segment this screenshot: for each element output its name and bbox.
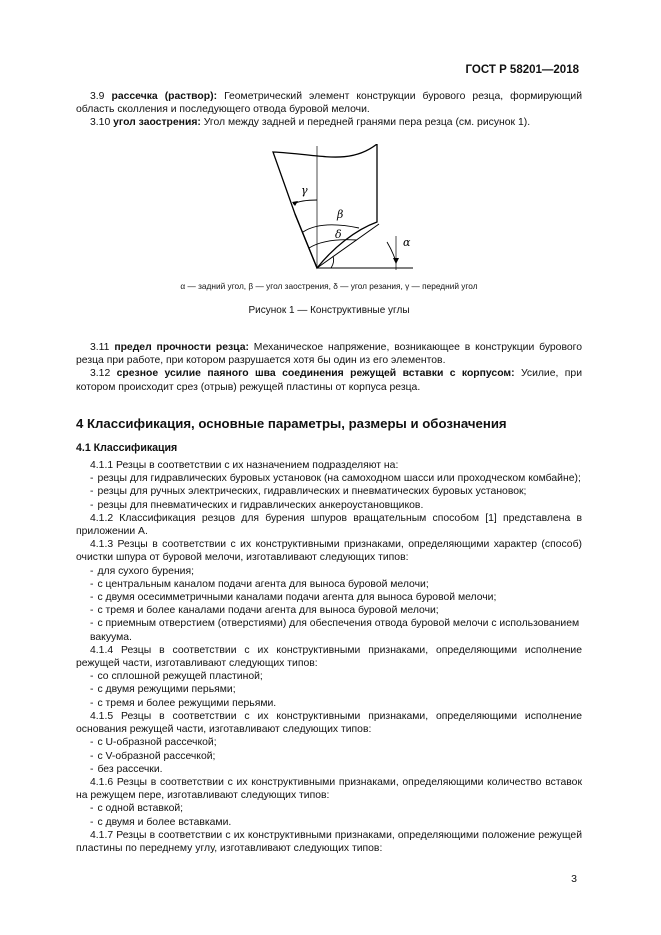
term-number: 3.9 <box>90 91 105 102</box>
list-item-text: резцы для ручных электрических, гидравлических и пневматических буровых установок; <box>97 486 527 498</box>
term-number: 3.11 <box>90 342 110 354</box>
list-item <box>76 683 582 696</box>
list-dash: - <box>90 671 94 683</box>
list-dash: - <box>90 750 94 762</box>
list-item-text: с тремя и более каналами подачи агента для выноса буровой мелочи; <box>97 605 439 617</box>
gamma-arrow <box>292 201 298 206</box>
term-definition <box>76 341 582 367</box>
list-dash: - <box>90 473 94 485</box>
list-item <box>76 750 582 763</box>
list-dash: - <box>90 684 94 696</box>
list-item <box>76 604 582 617</box>
label-beta: β <box>337 207 344 221</box>
term-name: рассечка (раствор): <box>111 91 218 102</box>
front-face-line <box>295 214 317 268</box>
list-item-text: со сплошной режущей пластиной; <box>97 671 263 683</box>
paragraph: 4.1.1 Резцы в соответствии с их назначением подразделяют на: <box>90 460 399 472</box>
list-item <box>76 499 582 512</box>
list-item-text: без рассечки. <box>97 763 163 775</box>
list-item <box>76 565 582 578</box>
list-item <box>76 617 582 643</box>
list-item-text: с V-образной рассечкой; <box>97 750 216 762</box>
term-text: Геометрический элемент конструкции бурового резца, формирующий область сколления и последующего отвода буровой мелочи. <box>76 91 583 116</box>
term-definition <box>76 367 582 393</box>
list-dash: - <box>90 499 94 511</box>
list-item <box>76 578 582 591</box>
paragraph: 4.1.4 Резцы в соответствии с их конструктивными признаками, определяющими исполнение режущей части, изготавливают следующих типов: <box>76 644 582 670</box>
paragraph: 4.1.3 Резцы в соответствии с их конструктивными признаками, определяющими характер (способ) очистки шпура от буровой мелочи, изготавливают следующих типов: <box>76 539 582 564</box>
document-header: ГОСТ Р 58201—2018 <box>465 64 579 76</box>
list-item-text: с тремя и более режущими перьями. <box>97 697 277 709</box>
paragraph: 4.1.2 Классификация резцов для бурения шпуров вращательным способом [1] представлена в приложении А. <box>76 512 582 538</box>
classification-text <box>76 459 582 855</box>
list-dash: - <box>90 737 94 749</box>
paragraph: 4.1.5 Резцы в соответствии с их конструктивными признаками, определяющими исполнение основания режущей части, изготавливают следующих типов: <box>76 710 582 736</box>
list-item <box>76 485 582 498</box>
list-dash: - <box>90 605 94 617</box>
term-definition <box>76 90 582 116</box>
list-item-text: с одной вставкой; <box>97 803 184 815</box>
list-dash: - <box>90 816 94 828</box>
figure-legend: α — задний угол, β — угол заострения, δ — угол резания, γ — передний угол <box>180 280 478 291</box>
term-text: Механическое напряжение, возникающее в конструкции бурового резца при работе, при котором разрушается хотя бы один из его элементов. <box>76 342 582 367</box>
paragraph: 4.1.7 Резцы в соответствии с их конструктивными признаками, определяющими положение режущей пластины по переднему углу, изготавливают следующих типов: <box>76 829 582 854</box>
term-number: 3.10 <box>90 117 111 129</box>
list-item-text: с приемным отверстием (отверстиями) для обеспечения отвода буровой мелочи с использованием вакуума. <box>90 618 580 643</box>
list-dash: - <box>90 486 94 498</box>
list-item <box>76 736 582 749</box>
label-alpha: α <box>403 235 411 249</box>
list-item-text: резцы для пневматических и гидравлических анкероустановщиков. <box>97 499 424 511</box>
list-dash: - <box>90 697 94 709</box>
term-name: предел прочности резца: <box>114 342 249 354</box>
list-dash: - <box>90 578 94 590</box>
list-item <box>76 802 582 815</box>
page-number: 3 <box>571 873 577 885</box>
list-dash: - <box>90 618 94 630</box>
cutter-angles-drawing <box>209 144 449 276</box>
figure-caption: Рисунок 1 — Конструктивные углы <box>248 304 410 316</box>
alpha-arrow <box>393 258 399 264</box>
list-dash: - <box>90 592 94 604</box>
list-item-text: резцы для гидравлических буровых установок (на самоходном шасси или проходческом комбайне); <box>97 473 581 485</box>
term-definition <box>76 116 582 129</box>
section-title: 4 Классификация, основные параметры, размеры и обозначения <box>76 415 507 431</box>
list-dash: - <box>90 803 94 815</box>
list-item-text: с центральным каналом подачи агента для выноса буровой мелочи; <box>97 578 429 590</box>
figure-1 <box>76 144 582 317</box>
back-face-line <box>317 224 379 268</box>
list-item <box>76 472 582 485</box>
term-name: срезное усилие паяного шва соединения режущей вставки с корпусом: <box>116 368 515 380</box>
paragraph: 4.1.6 Резцы в соответствии с их конструктивными признаками, определяющими количество вставок на режущем пере, изготавливают следующих типов: <box>76 776 582 802</box>
list-item <box>76 763 582 776</box>
document-body <box>76 90 582 855</box>
label-delta: δ <box>335 227 342 241</box>
list-item <box>76 670 582 683</box>
term-text: Угол между задней и передней гранями пера резца (см. рисунок 1). <box>200 117 531 129</box>
subsection-title: 4.1 Классификация <box>76 441 178 454</box>
list-dash: - <box>90 565 94 577</box>
list-item-text: с двумя осесимметричными каналами подачи агента для выноса буровой мелочи; <box>97 592 497 604</box>
list-item-text: с U-образной рассечкой; <box>97 737 217 749</box>
term-number: 3.12 <box>90 368 111 380</box>
list-dash: - <box>90 763 94 775</box>
list-item-text: с двумя и более вставками. <box>97 816 232 828</box>
terms-block-bottom <box>76 341 582 394</box>
term-name: угол заострения: <box>113 117 201 129</box>
list-item <box>76 591 582 604</box>
list-item <box>76 697 582 710</box>
delta-arc <box>309 239 357 247</box>
term-text: Усилие, при котором происходит срез (отрыв) режущей пластины от корпуса резца. <box>76 368 582 393</box>
list-item-text: для сухого бурения; <box>97 565 194 577</box>
beta-arc <box>303 224 359 231</box>
list-item <box>76 816 582 829</box>
terms-block-top <box>76 90 582 130</box>
cutter-outline <box>273 144 377 268</box>
list-item-text: с двумя режущими перьями; <box>97 684 236 696</box>
label-gamma: γ <box>301 183 308 197</box>
